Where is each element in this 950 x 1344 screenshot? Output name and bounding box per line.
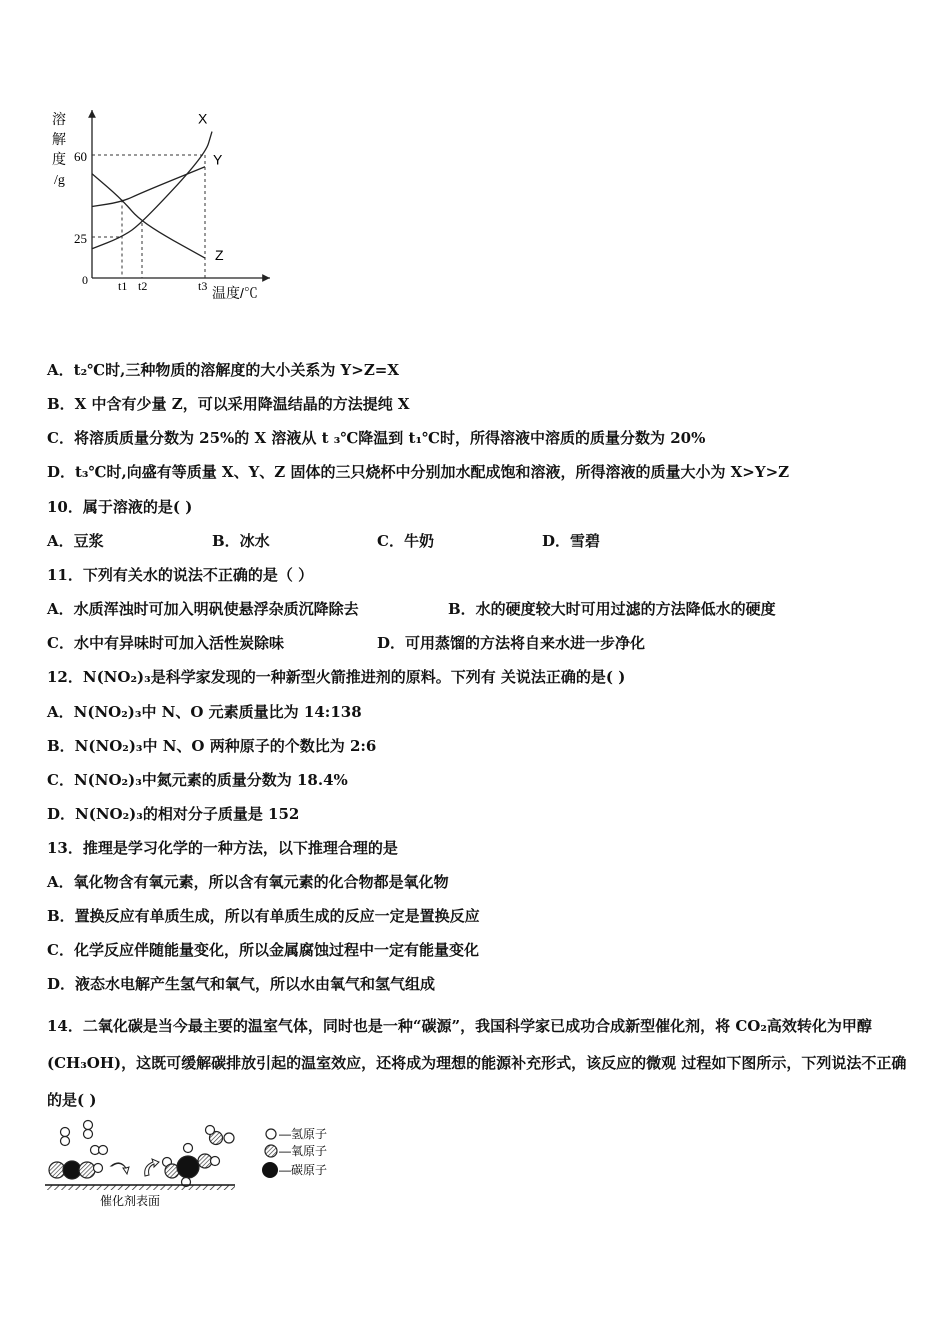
ytick-25: 25 [74,231,87,246]
origin-label: 0 [82,273,88,287]
q12-stem: 12．N(NO₂)₃是科学家发现的一种新型火箭推进剂的原料。下列有 关说法正确的是( ) [47,668,626,686]
q9-option-c: C．将溶质质量分数为 25%的 X 溶液从 t ₃℃降温到 t₁℃时，所得溶液中溶质的质量分数为 20% [47,429,706,447]
legend-oxygen-icon [265,1145,277,1157]
q13-option-a: A．氧化物含有氧元素，所以含有氧元素的化合物都是氧化物 [47,873,449,891]
q14-stem: 14．二氧化碳是当今最主要的温室气体，同时也是一种“碳源”，我国科学家已成功合成新型催化剂，将 CO₂高效转化为甲醇(CH₃OH)，这既可缓解碳排放引起的温室效应，还将成为理想的能源补充形式，该反应的微观 过程如下图所示，下列说法不正确的是( ) [47,1017,907,1109]
q12-option-c: C．N(NO₂)₃中氮元素的质量分数为 18.4% [47,771,348,789]
co2-molecule [49,1161,103,1179]
xtick-t1: t1 [118,279,128,293]
xtick-t3: t3 [198,279,208,293]
catalyst-surface-hatch [45,1185,235,1190]
ytick-60: 60 [74,149,87,164]
q12-option-d: D．N(NO₂)₃的相对分子质量是 152 [47,805,300,823]
q9-option-a: A．t₂℃时,三种物质的溶解度的大小关系为 Y>Z=X [47,361,399,379]
legend-hydrogen: —氢原子 [279,1127,328,1141]
q10-option-d: D．雪碧 [542,532,601,550]
q11-option-d: D．可用蒸馏的方法将自来水进一步净化 [377,634,646,652]
surface-label: 催化剂表面 [100,1194,161,1208]
hydrogen-molecules [61,1121,108,1155]
x-axis-label: 温度/℃ [212,285,258,301]
q9-option-b: B．X 中含有少量 Z，可以采用降温结晶的方法提纯 X [47,395,410,413]
q9-option-d: D．t₃℃时,向盛有等质量 X、Y、Z 固体的三只烧杯中分别加水配成饱和溶液，所得溶液的质量大小为 X>Y>Z [47,463,790,481]
q12-option-b: B．N(NO₂)₃中 N、O 两种原子的个数比为 2:6 [47,737,377,755]
q13-option-b: B．置换反应有单质生成，所以有单质生成的反应一定是置换反应 [47,907,480,925]
legend-carbon-icon [262,1162,278,1178]
legend-oxygen: —氧原子 [279,1144,328,1158]
series-y-label: Y [213,151,223,168]
arrow-icon [145,1159,159,1176]
q10-option-a: A．豆浆 [47,532,104,550]
q12-option-a: A．N(NO₂)₃中 N、O 元素质量比为 14:138 [47,703,362,721]
q11-option-c: C．水中有异味时可加入活性炭除味 [47,634,284,652]
q11-option-a: A．水质浑浊时可加入明矾使悬浮杂质沉降除去 [47,600,359,618]
q10-stem: 10．属于溶液的是( ) [47,498,193,516]
series-x-curve [92,132,212,249]
q11-stem: 11．下列有关水的说法不正确的是（ ） [47,566,314,584]
product-molecule [163,1126,235,1187]
q10-option-b: B．冰水 [212,532,270,550]
legend-carbon: —碳原子 [279,1163,328,1177]
solubility-chart [40,100,280,310]
series-z-label: Z [215,247,224,264]
q11-option-b: B．水的硬度较大时可用过滤的方法降低水的硬度 [448,600,776,618]
plot-area [92,111,224,278]
arrow-icon [111,1163,129,1174]
q13-option-c: C．化学反应伴随能量变化，所以金属腐蚀过程中一定有能量变化 [47,941,479,959]
legend-hydrogen-icon [266,1129,276,1139]
q13-stem: 13．推理是学习化学的一种方法，以下推理合理的是 [47,839,398,857]
series-x-label: X [198,110,208,127]
q10-option-c: C．牛奶 [377,532,434,550]
reaction-diagram [40,1112,340,1212]
q13-option-d: D．液态水电解产生氢气和氧气，所以水由氧气和氢气组成 [47,975,436,993]
xtick-t2: t2 [138,279,148,293]
y-axis-label: 溶解度/g [52,113,66,188]
